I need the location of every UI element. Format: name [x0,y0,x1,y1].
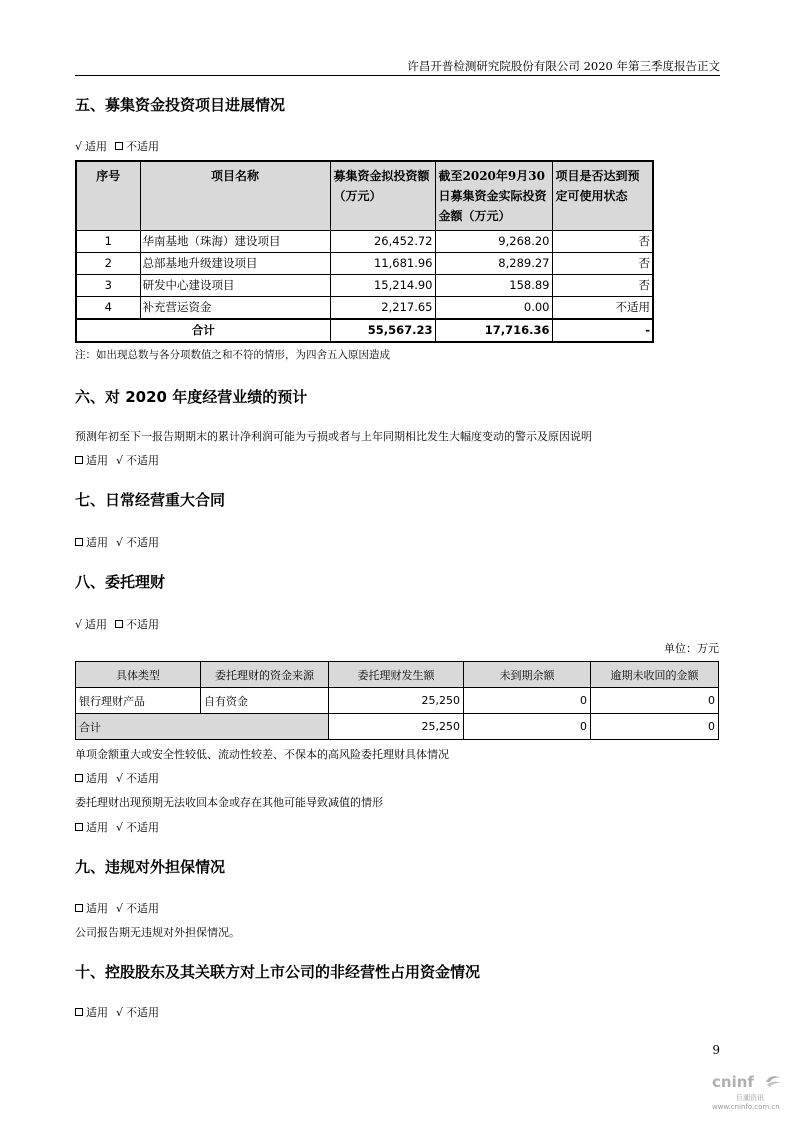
table-row [76,253,653,275]
cell-total-balance: 0 [464,714,591,740]
cell-ready-status: 不适用 [552,297,653,320]
cell-total-overdue: 0 [591,714,719,740]
not-applicable-label: 不适用 [126,454,160,467]
cell-actual-amount: 9,268.20 [435,231,552,253]
checkbox-empty-icon [115,620,123,628]
s9-description: 公司报告期无违规对外担保情况。 [75,926,240,939]
cell-ready-status: 否 [552,275,653,297]
checkbox-empty-icon [75,823,83,831]
col-header-actual-amount: 截至2020年9月30日募集资金实际投资金额（万元） [435,161,552,231]
cninfo-logo [712,1071,792,1116]
s8-impair-desc: 委托理财出现预期无法收回本金或存在其他可能导致减值的情形 [75,796,383,809]
cell-total-amount: 25,250 [329,714,464,740]
check-mark-icon: √ [116,821,124,834]
table-total-row [76,319,653,342]
cell-amount: 25,250 [329,688,464,714]
col-header-amount: 委托理财发生额 [329,662,464,688]
check-mark-icon: √ [75,140,83,153]
cell-actual-amount: 8,289.27 [435,253,552,275]
checkbox-empty-icon [75,1008,83,1016]
not-applicable-label: 不适用 [126,772,160,785]
section-10-title: 十、控股股东及其关联方对上市公司的非经营性占用资金情况 [75,963,481,981]
table-total-row [76,714,719,740]
cell-total-actual: 17,716.36 [435,319,552,342]
logo-swirl-icon [764,1073,782,1089]
section-7-title: 七、日常经营重大合同 [75,491,226,509]
table-row [76,231,653,253]
section-9-title: 九、违规对外担保情况 [75,858,226,876]
cell-source: 自有资金 [201,688,329,714]
s5-note: 注：如出现总数与各分项数值之和不符的情形，为四舍五入原因造成 [75,349,390,361]
s8-high-risk-applicability [75,772,159,786]
s8-impair-applicability [75,821,159,835]
cell-project-name: 华南基地（珠海）建设项目 [140,231,330,253]
section-6-title: 六、对 2020 年度经营业绩的预计 [75,388,308,406]
cell-planned-amount: 11,681.96 [330,253,435,275]
cell-actual-amount: 158.89 [435,275,552,297]
col-header-index: 序号 [76,161,140,231]
cell-project-name: 总部基地升级建设项目 [140,253,330,275]
s6-description: 预测年初至下一报告期期末的累计净利润可能为亏损或者与上年同期相比发生大幅度变动的警示及原因说明 [75,430,592,443]
s5-applicability [75,140,159,154]
col-header-type: 具体类型 [76,662,201,688]
s10-applicability [75,1006,159,1020]
cell-project-name: 补充营运资金 [140,297,330,320]
section-5-title: 五、募集资金投资项目进展情况 [75,96,286,114]
cell-actual-amount: 0.00 [435,297,552,320]
not-applicable-label: 不适用 [126,140,160,153]
cell-planned-amount: 2,217.65 [330,297,435,320]
s6-applicability [75,454,159,468]
applicable-label: 适用 [86,536,108,549]
s8-high-risk-desc: 单项金额重大或安全性较低、流动性较差、不保本的高风险委托理财具体情况 [75,748,449,761]
not-applicable-label: 不适用 [126,902,160,915]
section-8-title: 八、委托理财 [75,573,166,591]
cell-index: 1 [76,231,140,253]
page-header: 许昌开普检测研究院股份有限公司 2020 年第三季度报告正文 [75,57,720,76]
not-applicable-label: 不适用 [126,821,160,834]
table-row [76,275,653,297]
checkbox-empty-icon [115,142,123,150]
logo-subtitle: 巨潮资讯 [736,1094,764,1102]
cell-type: 银行理财产品 [76,688,201,714]
applicable-label: 适用 [86,902,108,915]
table-row [76,688,719,714]
applicable-label: 适用 [86,821,108,834]
cell-planned-amount: 26,452.72 [330,231,435,253]
applicable-label: 适用 [86,454,108,467]
checkbox-empty-icon [75,456,83,464]
cell-index: 4 [76,297,140,320]
table-header-row [76,161,653,231]
table-header-row [76,662,719,688]
cell-total-status: - [552,319,653,342]
cell-planned-amount: 15,214.90 [330,275,435,297]
checkbox-empty-icon [75,904,83,912]
checkbox-empty-icon [75,774,83,782]
applicable-label: 适用 [86,772,108,785]
page-number: 9 [712,1043,720,1057]
cell-total-planned: 55,567.23 [330,319,435,342]
cell-ready-status: 否 [552,231,653,253]
applicable-label: 适用 [85,618,108,631]
cell-total-label: 合计 [76,714,329,740]
fund-investment-table [75,160,654,343]
check-mark-icon: √ [75,618,83,631]
s9-applicability [75,902,159,916]
check-mark-icon: √ [116,772,124,785]
col-header-balance: 未到期余额 [464,662,591,688]
cell-overdue: 0 [591,688,719,714]
check-mark-icon: √ [116,902,124,915]
cell-ready-status: 否 [552,253,653,275]
cell-total-label: 合计 [76,319,330,342]
cell-index: 3 [76,275,140,297]
not-applicable-label: 不适用 [126,536,160,549]
table-row [76,297,653,320]
col-header-ready-status: 项目是否达到预定可使用状态 [552,161,653,231]
check-mark-icon: √ [116,454,124,467]
s8-applicability [75,618,159,632]
col-header-source: 委托理财的资金来源 [201,662,329,688]
not-applicable-label: 不适用 [126,1006,160,1019]
applicable-label: 适用 [85,140,108,153]
checkbox-empty-icon [75,538,83,546]
logo-url: www.cninfo.com.cn [712,1103,780,1111]
entrusted-wealth-table [75,661,719,740]
cell-index: 2 [76,253,140,275]
not-applicable-label: 不适用 [126,618,160,631]
s8-unit: 单位：万元 [664,642,719,655]
check-mark-icon: √ [116,1006,124,1019]
check-mark-icon: √ [116,536,124,549]
cell-project-name: 研发中心建设项目 [140,275,330,297]
applicable-label: 适用 [86,1006,108,1019]
col-header-project-name: 项目名称 [140,161,330,231]
cell-balance: 0 [464,688,591,714]
col-header-planned-amount: 募集资金拟投资额（万元） [330,161,435,231]
logo-brand: cninf [712,1073,754,1091]
s7-applicability [75,536,159,550]
col-header-overdue: 逾期未收回的金额 [591,662,719,688]
